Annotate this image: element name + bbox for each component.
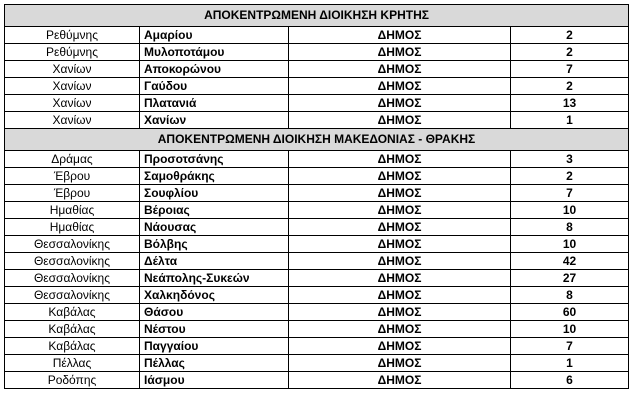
type-cell: ΔΗΜΟΣ: [289, 338, 511, 355]
region-cell: Θεσσαλονίκης: [5, 287, 140, 304]
section-title: ΑΠΟΚΕΝΤΡΩΜΕΝΗ ΔΙΟΙΚΗΣΗ ΚΡΗΤΗΣ: [5, 5, 629, 27]
count-cell: 6: [511, 372, 629, 389]
table-row: [5, 338, 629, 355]
region-cell: Πέλλας: [5, 355, 140, 372]
municipality-cell: Παγγαίου: [140, 338, 289, 355]
municipality-cell: Ιάσμου: [140, 372, 289, 389]
municipality-cell: Θάσου: [140, 304, 289, 321]
table-row: [5, 112, 629, 129]
table-body: [5, 5, 629, 389]
municipality-cell: Αμαρίου: [140, 27, 289, 44]
region-cell: Χανίων: [5, 61, 140, 78]
municipality-cell: Γαύδου: [140, 78, 289, 95]
section-header: [5, 5, 629, 27]
table-row: [5, 287, 629, 304]
municipality-cell: Νέστου: [140, 321, 289, 338]
type-cell: ΔΗΜΟΣ: [289, 202, 511, 219]
municipality-cell: Σαμοθράκης: [140, 168, 289, 185]
type-cell: ΔΗΜΟΣ: [289, 185, 511, 202]
region-cell: Θεσσαλονίκης: [5, 236, 140, 253]
municipality-cell: Σουφλίου: [140, 185, 289, 202]
type-cell: ΔΗΜΟΣ: [289, 270, 511, 287]
municipality-cell: Πέλλας: [140, 355, 289, 372]
table-row: [5, 151, 629, 168]
count-cell: 8: [511, 219, 629, 236]
municipality-cell: Δέλτα: [140, 253, 289, 270]
region-cell: Καβάλας: [5, 338, 140, 355]
municipalities-table: [4, 4, 629, 389]
region-cell: Ρεθύμνης: [5, 44, 140, 61]
type-cell: ΔΗΜΟΣ: [289, 321, 511, 338]
count-cell: 1: [511, 355, 629, 372]
region-cell: Χανίων: [5, 95, 140, 112]
type-cell: ΔΗΜΟΣ: [289, 236, 511, 253]
municipality-cell: Αποκορώνου: [140, 61, 289, 78]
region-cell: Χανίων: [5, 112, 140, 129]
type-cell: ΔΗΜΟΣ: [289, 372, 511, 389]
count-cell: 7: [511, 338, 629, 355]
table-row: [5, 304, 629, 321]
region-cell: Ροδόπης: [5, 372, 140, 389]
count-cell: 2: [511, 78, 629, 95]
type-cell: ΔΗΜΟΣ: [289, 61, 511, 78]
count-cell: 60: [511, 304, 629, 321]
type-cell: ΔΗΜΟΣ: [289, 287, 511, 304]
municipality-cell: Βόλβης: [140, 236, 289, 253]
type-cell: ΔΗΜΟΣ: [289, 95, 511, 112]
count-cell: 10: [511, 321, 629, 338]
table-row: [5, 168, 629, 185]
municipality-cell: Νεάπολης-Συκεών: [140, 270, 289, 287]
section-title: ΑΠΟΚΕΝΤΡΩΜΕΝΗ ΔΙΟΙΚΗΣΗ ΜΑΚΕΔΟΝΙΑΣ - ΘΡΑΚΗΣ: [5, 129, 629, 151]
table-row: [5, 253, 629, 270]
count-cell: 2: [511, 44, 629, 61]
table-row: [5, 44, 629, 61]
table-row: [5, 270, 629, 287]
table-row: [5, 372, 629, 389]
count-cell: 3: [511, 151, 629, 168]
count-cell: 1: [511, 112, 629, 129]
type-cell: ΔΗΜΟΣ: [289, 112, 511, 129]
count-cell: 7: [511, 185, 629, 202]
municipality-cell: Χαλκηδόνος: [140, 287, 289, 304]
table-row: [5, 321, 629, 338]
region-cell: Έβρου: [5, 168, 140, 185]
municipality-cell: Χανίων: [140, 112, 289, 129]
table-row: [5, 219, 629, 236]
count-cell: 27: [511, 270, 629, 287]
table-row: [5, 355, 629, 372]
region-cell: Χανίων: [5, 78, 140, 95]
count-cell: 10: [511, 236, 629, 253]
region-cell: Ρεθύμνης: [5, 27, 140, 44]
municipality-cell: Νάουσας: [140, 219, 289, 236]
type-cell: ΔΗΜΟΣ: [289, 78, 511, 95]
municipality-cell: Πλατανιά: [140, 95, 289, 112]
type-cell: ΔΗΜΟΣ: [289, 219, 511, 236]
type-cell: ΔΗΜΟΣ: [289, 44, 511, 61]
region-cell: Θεσσαλονίκης: [5, 270, 140, 287]
region-cell: Δράμας: [5, 151, 140, 168]
region-cell: Καβάλας: [5, 304, 140, 321]
type-cell: ΔΗΜΟΣ: [289, 27, 511, 44]
count-cell: 2: [511, 168, 629, 185]
region-cell: Θεσσαλονίκης: [5, 253, 140, 270]
table-row: [5, 95, 629, 112]
table-row: [5, 202, 629, 219]
region-cell: Ημαθίας: [5, 219, 140, 236]
count-cell: 42: [511, 253, 629, 270]
table-row: [5, 27, 629, 44]
type-cell: ΔΗΜΟΣ: [289, 253, 511, 270]
table-row: [5, 61, 629, 78]
type-cell: ΔΗΜΟΣ: [289, 304, 511, 321]
table-row: [5, 185, 629, 202]
count-cell: 2: [511, 27, 629, 44]
type-cell: ΔΗΜΟΣ: [289, 355, 511, 372]
count-cell: 10: [511, 202, 629, 219]
region-cell: Ημαθίας: [5, 202, 140, 219]
municipality-cell: Βέροιας: [140, 202, 289, 219]
section-header: [5, 129, 629, 151]
region-cell: Έβρου: [5, 185, 140, 202]
municipality-cell: Μυλοποτάμου: [140, 44, 289, 61]
count-cell: 8: [511, 287, 629, 304]
count-cell: 13: [511, 95, 629, 112]
region-cell: Καβάλας: [5, 321, 140, 338]
type-cell: ΔΗΜΟΣ: [289, 168, 511, 185]
count-cell: 7: [511, 61, 629, 78]
municipality-cell: Προσοτσάνης: [140, 151, 289, 168]
type-cell: ΔΗΜΟΣ: [289, 151, 511, 168]
table-row: [5, 236, 629, 253]
table-row: [5, 78, 629, 95]
